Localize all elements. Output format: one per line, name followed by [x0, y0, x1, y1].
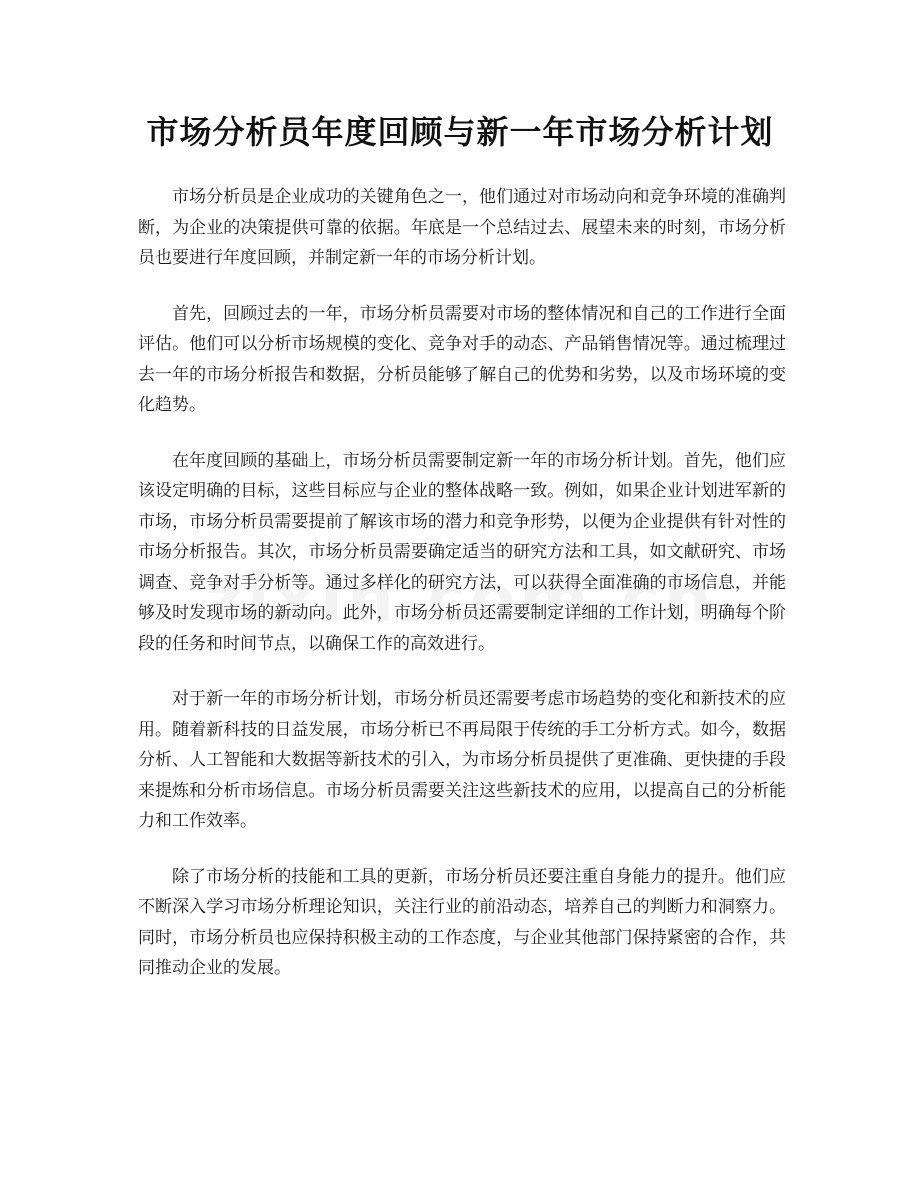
paragraph-4: 对于新一年的市场分析计划，市场分析员还需要考虑市场趋势的变化和新技术的应用。随着新科技的日益发展，市场分析已不再局限于传统的手工分析方式。如今，数据分析、人工智能和大数据等新技术的引入，为市场分析员提供了更准确、更快捷的手段来提炼和分析市场信息。市场分析员需要关注这些新技术的应用，以提高自己的分析能力和工作效率。 [138, 689, 786, 831]
paragraph-3: 在年度回顾的基础上，市场分析员需要制定新一年的市场分析计划。首先，他们应该设定明确的目标，这些目标应与企业的整体战略一致。例如，如果企业计划进军新的市场，市场分析员需要提前了解该市场的潜力和竞争形势，以便为企业提供有针对性的市场分析报告。其次，市场分析员需要确定适当的研究方法和工具，如文献研究、市场调查、竞争对手分析等。通过多样化的研究方法，可以获得全面准确的市场信息，并能够及时发现市场的新动向。此外，市场分析员还需要制定详细的工作计划，明确每个阶段的任务和时间节点，以确保工作的高效进行。 [138, 450, 786, 654]
document-body [138, 182, 786, 1009]
paragraph-2: 首先，回顾过去的一年，市场分析员需要对市场的整体情况和自己的工作进行全面评估。他们可以分析市场规模的变化、竞争对手的动态、产品销售情况等。通过梳理过去一年的市场分析报告和数据，分析员能够了解自己的优势和劣势，以及市场环境的变化趋势。 [138, 303, 786, 415]
paragraph-5: 除了市场分析的技能和工具的更新，市场分析员还要注重自身能力的提升。他们应不断深入学习市场分析理论知识，关注行业的前沿动态，培养自己的判断力和洞察力。同时，市场分析员也应保持积极主动的工作态度，与企业其他部门保持紧密的合作，共同推动企业的发展。 [138, 866, 786, 978]
document-title: 市场分析员年度回顾与新一年市场分析计划 [146, 113, 774, 151]
paragraph-1: 市场分析员是企业成功的关键角色之一，他们通过对市场动向和竞争环境的准确判断，为企业的决策提供可靠的依据。年底是一个总结过去、展望未来的时刻，市场分析员也要进行年度回顾，并制定新一年的市场分析计划。 [138, 187, 786, 268]
